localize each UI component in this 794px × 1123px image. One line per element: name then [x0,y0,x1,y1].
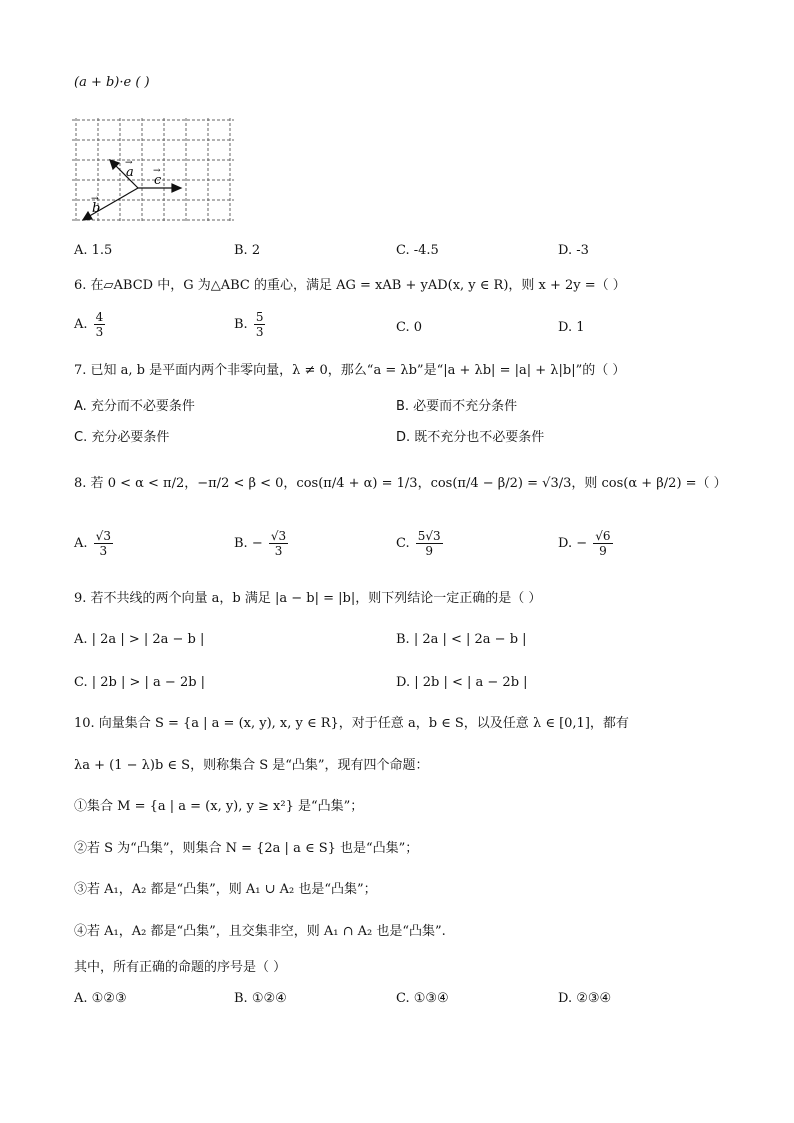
q6-option-c: C. 0 [396,320,423,335]
q8-option-c: C. $\frac{5√3}{9}$ [396,529,441,558]
q10-proposition-3: ③若 A₁，A₂ 都是“凸集”，则 A₁ ∪ A₂ 也是“凸集”； [74,882,377,897]
q9-option-a: A. | 2a | > | 2a − b | [74,632,205,647]
q9-option-c: C. | 2b | > | a − 2b | [74,675,206,690]
q10-proposition-2: ②若 S 为“凸集”，则集合 N = {2a | a ∈ S} 也是“凸集”； [74,841,419,856]
q5-option-c: C. -4.5 [396,243,439,258]
q5-option-b: B. 2 [234,243,261,258]
svg-text:→: → [125,158,133,168]
svg-text:→: → [91,194,99,204]
vector-b-head [83,212,92,220]
q6-option-b: B. $\frac{5}{3}$ [234,310,264,339]
fraction: $\frac{√3}{3}$ [95,529,111,558]
vector-c-head [172,184,181,192]
q7-option-b: B. 必要而不充分条件 [396,399,518,414]
vector-a-label: a [126,165,134,180]
q9-option-d: D. | 2b | < | a − 2b | [396,675,528,690]
fraction: $\frac{√3}{3}$ [270,529,287,558]
fraction: $\frac{5√3}{9}$ [417,529,441,558]
q7-option-d: D. 既不充分也不必要条件 [396,430,545,445]
q10-stem-line1: 10. 向量集合 S = {a | a = (x, y), x, y ∈ R}，对于任意 a，b ∈ S，以及任意 λ ∈ [0,1]，都有 [74,716,629,731]
q5-stem-tail: (a + b)·e ( ) [74,75,150,90]
q8-option-a: A. $\frac{√3}{3}$ [74,529,111,558]
vector-b-label: b [92,201,101,216]
q6-option-d: D. 1 [558,320,585,335]
q10-option-d: D. ②③④ [558,991,612,1006]
fraction: $\frac{5}{3}$ [255,310,264,339]
q10-option-a: A. ①②③ [74,991,127,1006]
q8-option-d: D. − $\frac{√6}{9}$ [558,529,611,558]
q7-stem: 7. 已知 a, b 是平面内两个非零向量，λ ≠ 0，那么“a = λb”是“|a + λb| = |a| + λ|b|”的（ ） [74,363,626,378]
q6-stem: 6. 在▱ABCD 中，G 为△ABC 的重心，满足 AG = xAB + yAD(x, y ∈ R)，则 x + 2y =（ ） [74,278,626,293]
q5-option-a: A. 1.5 [74,243,113,258]
q10-proposition-1: ①集合 M = {a | a = (x, y), y ≥ x²} 是“凸集”； [74,799,364,814]
q10-option-b: B. ①②④ [234,991,287,1006]
q10-option-c: C. ①③④ [396,991,449,1006]
svg-text:→: → [153,166,161,176]
q10-stem-line2: λa + (1 − λ)b ∈ S，则称集合 S 是“凸集”，现有四个命题： [74,758,429,773]
q10-question: 其中，所有正确的命题的序号是（ ） [74,960,287,975]
vector-c-label: c [154,173,162,188]
q9-stem: 9. 若不共线的两个向量 a，b 满足 |a − b| = |b|，则下列结论一定正确的是（ ） [74,591,542,606]
q7-option-c: C. 充分必要条件 [74,430,170,445]
fraction: $\frac{4}{3}$ [95,310,104,339]
fraction: $\frac{√6}{9}$ [595,529,611,558]
q9-option-b: B. | 2a | < | 2a − b | [396,632,527,647]
q10-proposition-4: ④若 A₁，A₂ 都是“凸集”，且交集非空，则 A₁ ∩ A₂ 也是“凸集”. [74,924,446,939]
q7-option-a: A. 充分而不必要条件 [74,399,195,414]
q5-option-d: D. -3 [558,243,589,258]
q8-stem: 8. 若 0 < α < π/2，−π/2 < β < 0，cos(π/4 + α) = 1/3，cos(π/4 − β/2) = √3/3，则 cos(α + β/2) =（ ） [74,476,727,491]
q6-option-a: A. $\frac{4}{3}$ [74,310,104,339]
vector-grid-figure [66,116,238,226]
q8-option-b: B. − $\frac{√3}{3}$ [234,529,287,558]
